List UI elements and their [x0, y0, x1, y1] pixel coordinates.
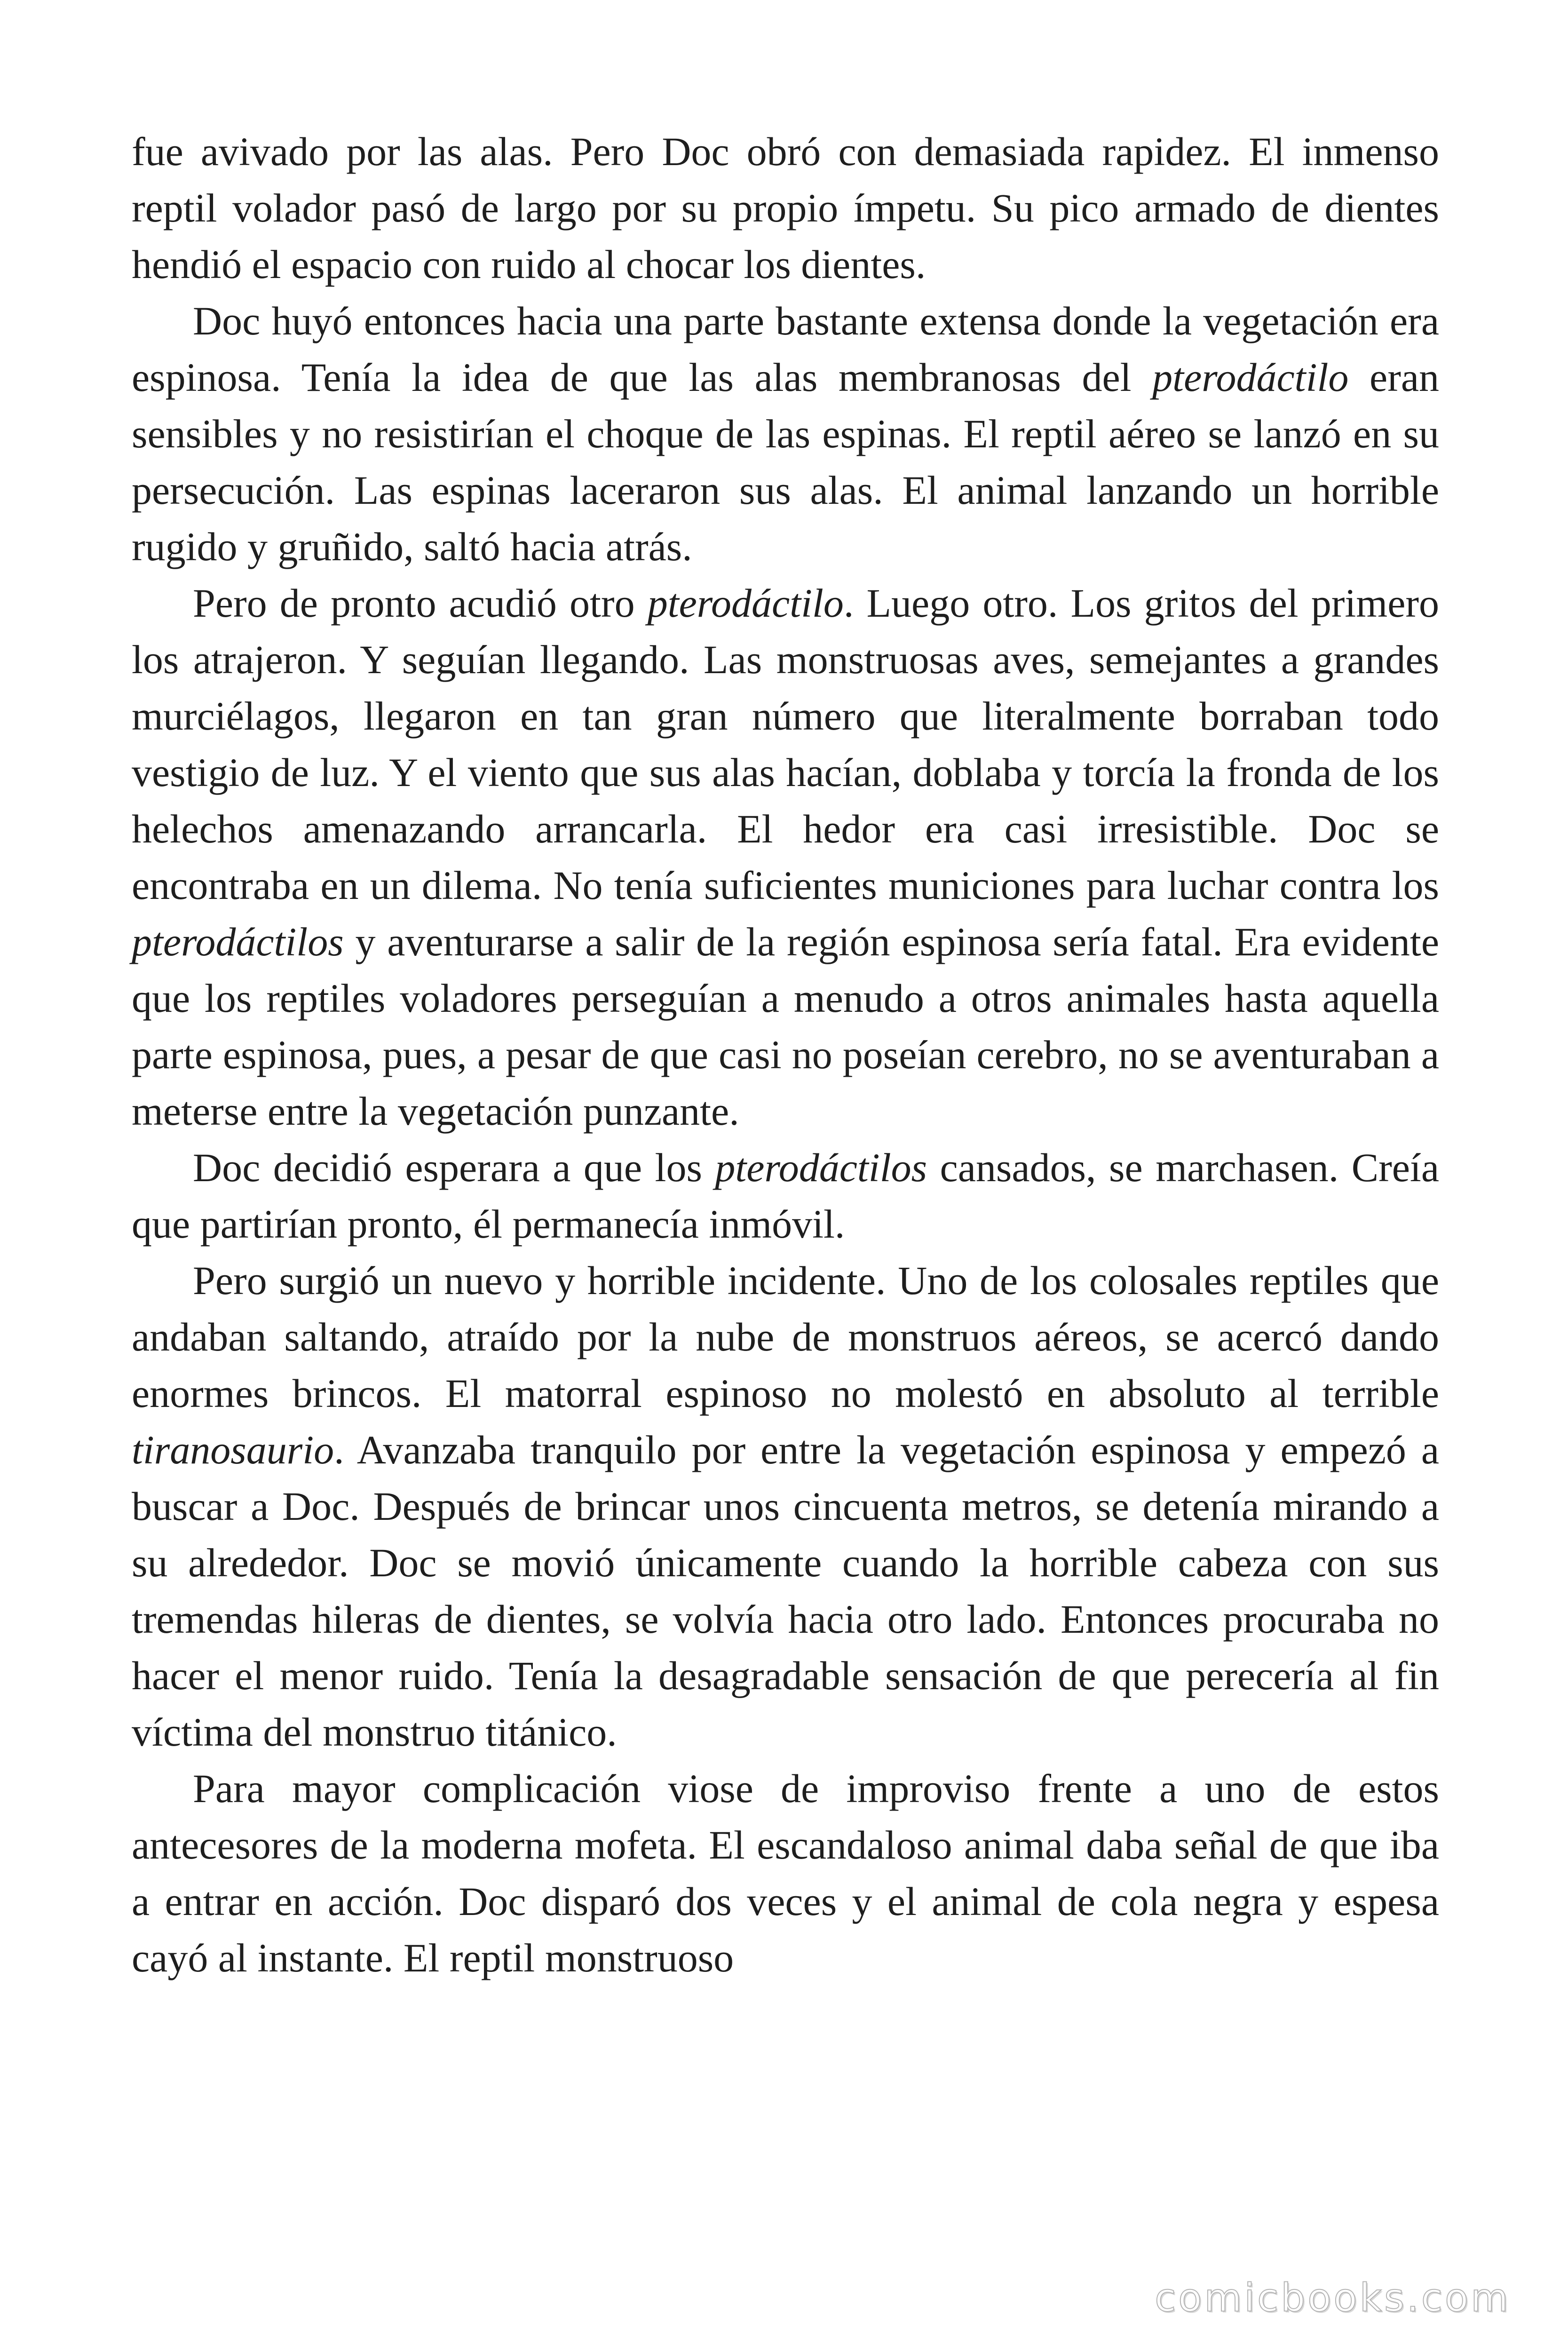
- paragraph-text: y aventurarse a salir de la región espinosa sería fatal. Era evidente que los reptiles voladores perseguían a menudo a otros animales hasta aquella parte espinosa, pues, a pesar de que casi no poseían cerebro, no se aventuraban a meterse entre la vegetación punzante.: [132, 919, 1439, 1134]
- paragraph-text: . Luego otro. Los gritos del primero los atrajeron. Y seguían llegando. Las monstruosas aves, semejantes a grandes murciélagos, llegaron en tan gran número que literalmente borraban todo vestigio de luz. Y el viento que sus alas hacían, doblaba y torcía la fronda de los helechos amenazando arrancarla. El hedor era casi irresistible. Doc se encontraba en un dilema. No tenía suficientes municiones para luchar contra los: [132, 580, 1440, 908]
- page-body: [132, 123, 1439, 1986]
- paragraph-text: cansados, se marchasen. Creía que partirían pronto, él permanecía inmóvil.: [132, 1145, 1439, 1247]
- paragraph-text: fue avivado por las alas. Pero Doc obró con demasiada rapidez. El inmenso reptil volador pasó de largo por su propio ímpetu. Su pico armado de dientes hendió el espacio con ruido al chocar los dientes.: [132, 129, 1439, 287]
- paragraph-6: [132, 1760, 1439, 1986]
- paragraph-text: Para mayor complicación viose de improviso frente a uno de estos antecesores de la moderna mofeta. El escandaloso animal daba señal de que iba a entrar en acción. Doc disparó dos veces y el animal de cola negra y espesa cayó al instante. El reptil monstruoso: [132, 1766, 1439, 1980]
- paragraph-5: [132, 1252, 1439, 1760]
- paragraph-4: [132, 1139, 1439, 1252]
- paragraph-text: Doc decidió esperara a que los: [193, 1145, 715, 1190]
- paragraph-3: [132, 575, 1439, 1139]
- paragraph-text: Pero surgió un nuevo y horrible incidente. Uno de los colosales reptiles que andaban saltando, atraído por la nube de monstruos aéreos, se acercó dando enormes brincos. El matorral espinoso no molestó en absoluto al terrible: [132, 1258, 1439, 1416]
- paragraph-text: eran sensibles y no resistirían el choque de las espinas. El reptil aéreo se lanzó en su persecución. Las espinas laceraron sus alas. El animal lanzando un horrible rugido y gruñido, saltó hacia atrás.: [132, 355, 1440, 569]
- italic-term: tiranosaurio: [132, 1427, 334, 1472]
- watermark-text: comicbooks.com: [1155, 2276, 1511, 2320]
- italic-term: pterodáctilos: [132, 919, 344, 964]
- paragraph-text: Doc huyó entonces hacia una parte bastante extensa donde la vegetación era espinosa. Tenía la idea de que las alas membranosas del: [132, 298, 1439, 400]
- italic-term: pterodáctilos: [715, 1145, 927, 1190]
- italic-term: pterodáctilo: [1152, 355, 1349, 400]
- paragraph-text: . Avanzaba tranquilo por entre la vegetación espinosa y empezó a buscar a Doc. Después de brincar unos cincuenta metros, se detenía mirando a su alrededor. Doc se movió únicamente cuando la horrible cabeza con sus tremendas hileras de dientes, se volvía hacia otro lado. Entonces procuraba no hacer el menor ruido. Tenía la desagradable sensación de que perecería al fin víctima del monstruo titánico.: [132, 1427, 1439, 1755]
- paragraph-text: Pero de pronto acudió otro: [193, 580, 648, 626]
- italic-term: pterodáctilo: [647, 580, 844, 626]
- paragraph-1: [132, 123, 1439, 293]
- paragraph-2: [132, 293, 1439, 575]
